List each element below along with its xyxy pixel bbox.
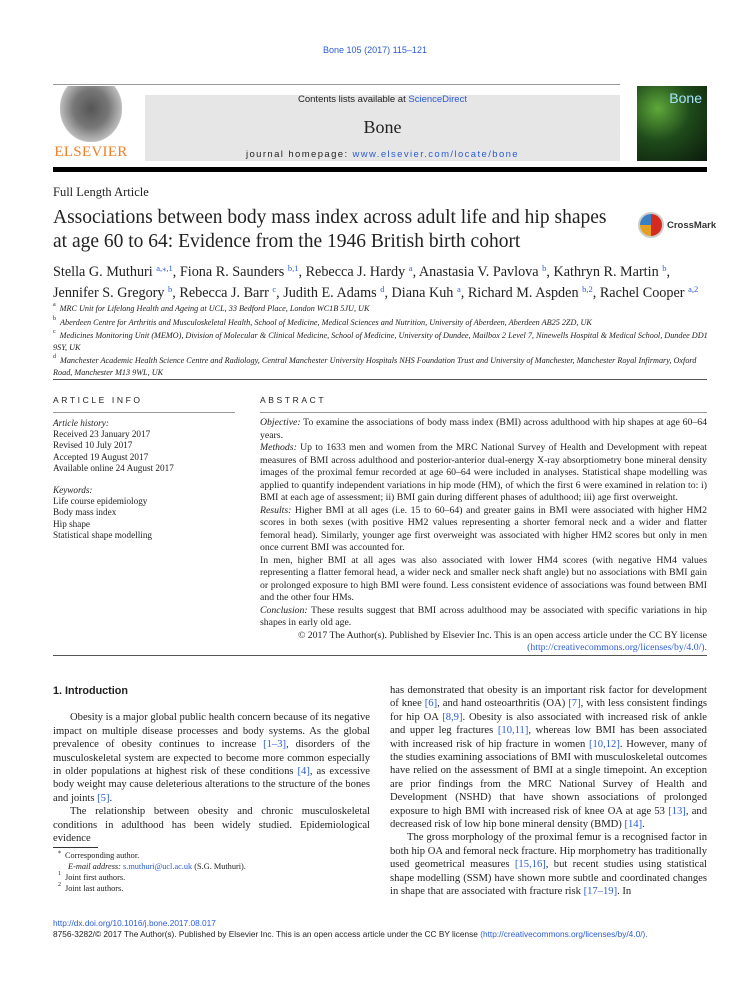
cover-title: Bone	[669, 90, 702, 106]
author-name: Rebecca J. Barr	[179, 284, 269, 301]
label: E-mail address:	[68, 862, 121, 871]
citation-link[interactable]: [10,11]	[497, 725, 529, 737]
paragraph	[53, 805, 370, 845]
email-link[interactable]: s.muthuri@ucl.ac.uk	[123, 862, 193, 871]
text: . Obesity is also associated with increased risk of ankle and upper leg fractures	[390, 711, 707, 737]
footnote-email	[58, 861, 246, 872]
text: has demonstrated that obesity is an important risk factor for development of knee	[390, 685, 707, 710]
section-heading: 1. Introduction	[53, 685, 128, 697]
author-affiliation-marker[interactable]: a	[408, 263, 413, 273]
paragraph	[390, 684, 707, 831]
text: , as excessive body weight may cause deleterious alterations to the structure of the bones and joints	[53, 766, 370, 804]
citation-link[interactable]: [7]	[568, 698, 581, 710]
citation-link[interactable]: [13]	[668, 805, 686, 817]
journal-citation-link[interactable]: Bone 105 (2017) 115–121	[323, 45, 427, 55]
text: The gross morphology of the proximal femur is a recognised factor in both hip OA and femoral neck fracture. Hip morphometry has traditionally used geometrical measures	[390, 832, 707, 871]
journal-name: Bone	[363, 117, 402, 137]
author-list: Stella G. Muthuri $^{a,⁎,1}$, Fiona R. Saunders $^{b,1}$, Rebecca J. Hardy $^a$, Anastasia V. Pavlova $^b$, Kathryn R. Martin $^b$, Jennifer S. Gregory $^b$, Rebecca J. Barr $^c$, Judith E. Adams $^d$, Diana Kuh $^a$, Richard M. Aspden $^{b,2}$, Rachel Cooper $^{a,2}$	[53, 263, 699, 301]
article-info-heading: ARTICLE INFO	[53, 395, 143, 405]
author[interactable]	[468, 285, 593, 301]
paragraph	[390, 831, 707, 898]
affiliation	[53, 303, 713, 315]
homepage-line	[145, 149, 620, 160]
abstract-heading: ABSTRACT	[260, 395, 327, 405]
affiliation	[53, 317, 713, 329]
author-affiliation-marker[interactable]: b	[542, 263, 547, 273]
text: Corresponding author.	[65, 851, 140, 860]
license-link[interactable]: (http://creativecommons.org/licenses/by/4.0/).	[480, 929, 648, 939]
article-info	[53, 418, 235, 541]
sciencedirect-link[interactable]: ScienceDirect	[408, 94, 467, 105]
footer	[53, 918, 648, 940]
crossmark-icon	[638, 212, 664, 238]
text: .	[109, 792, 113, 804]
keyword: Life course epidemiology	[53, 496, 148, 507]
text: , and hand osteoarthritis (OA)	[437, 698, 569, 710]
abstract-results	[260, 505, 707, 555]
affiliation-key: a	[53, 302, 56, 308]
text: , disorders of the musculoskeletal system are expected to become more common especially in older populations at highest risk of these conditions	[53, 739, 370, 778]
author-name: Judith E. Adams	[283, 284, 377, 301]
text: The relationship between obesity and chronic musculoskeletal conditions in adulthood has been widely studied. Epidemiological evidence	[53, 806, 370, 845]
issn-text: 8756-3282/© 2017 The Author(s). Published by Elsevier Inc. This is an open access article under the CC BY license	[53, 929, 481, 939]
text: These results suggest that BMI across adulthood may be associated with specific variations in hip shapes in early old age.	[260, 604, 707, 628]
citation-link[interactable]: [4]	[297, 766, 310, 778]
intro-column-right	[390, 684, 707, 899]
contents-line	[145, 94, 620, 105]
contents-label: Contents lists available at	[298, 94, 409, 105]
doi-link[interactable]: http://dx.doi.org/10.1016/j.bone.2017.08.017	[53, 918, 216, 928]
divider	[53, 84, 620, 85]
abstract-results-2: In men, higher BMI at all ages was also associated with lower HM4 scores (with negative HM4 values representing a flatter femoral head, a wider neck and smaller neck shaft angle) but no associations with BMI gain or prolonged exposure to high BMI were found. Less consistent evidence of associations was found between BMI and the other four HMs.	[260, 554, 707, 603]
author-affiliation-marker[interactable]: b,2	[582, 283, 593, 294]
author-affiliation-marker[interactable]: a,2	[688, 283, 699, 294]
divider	[53, 655, 707, 656]
author[interactable]	[553, 264, 666, 280]
author-name: Jennifer S. Gregory	[53, 284, 165, 301]
citation-link[interactable]: [5]	[97, 792, 110, 804]
text: Obesity is a major global public health concern because of its negative impact on multiple disease processes and body systems. As the global prevalence of obesity continues to increase	[53, 712, 370, 751]
citation-link[interactable]: [17–19]	[583, 886, 618, 898]
author-affiliation-marker[interactable]: c	[272, 283, 277, 294]
keywords-label: Keywords:	[53, 485, 93, 496]
divider	[260, 412, 707, 413]
text: , and decreased risk of low hip bone mineral density (BMD)	[390, 805, 707, 831]
author-name: Fiona R. Saunders	[179, 264, 285, 280]
keyword: Body mass index	[53, 507, 117, 518]
intro-column-left	[53, 685, 370, 845]
author[interactable]	[283, 285, 384, 301]
author-affiliation-marker[interactable]: b,1	[287, 263, 299, 273]
label: Results:	[260, 504, 292, 516]
author[interactable]	[306, 264, 413, 280]
author[interactable]	[392, 285, 461, 301]
history-item: Accepted 19 August 2017	[53, 451, 149, 462]
elsevier-logo[interactable]	[53, 86, 129, 162]
label: Methods:	[260, 442, 297, 453]
homepage-label: journal homepage:	[245, 149, 353, 160]
affiliation-key: c	[53, 329, 56, 335]
abstract-methods	[260, 442, 707, 505]
citation-link[interactable]: [10,12]	[588, 738, 620, 750]
crossmark-label: CrossMark	[667, 219, 717, 231]
text: , but recent studies using statistical shape modelling (SSM) have shown more subtle and coordinated changes in shape that are associated with fracture risk	[390, 859, 707, 898]
author-name: Diana Kuh	[391, 284, 454, 301]
history-item: Received 23 January 2017	[53, 429, 151, 440]
article-title: Associations between body mass index across adult life and hip shapes at age 60 to 64: Evidence from the 1946 British birth cohort	[53, 207, 607, 252]
footnote: ⁎ Corresponding author.	[58, 849, 140, 860]
affiliations	[53, 303, 713, 380]
affiliation-text: MRC Unit for Lifelong Health and Ageing at UCL, 33 Bedford Place, London WC1B 5JU, UK	[59, 304, 370, 313]
affiliation-text: Aberdeen Centre for Arthritis and Musculoskeletal Health, School of Medicine, Medical Sciences and Nutrition, University of Aberdeen, Aberdeen AB25 2ZD, UK	[60, 317, 592, 327]
text: Higher BMI at all ages (i.e. 15 to 60–64) and greater gains in BMI were associated with higher HM2 scores in both sexes (with positive HM2 values representing a shorter femoral neck and a wider and flatter femoral head). Similarly, younger age first overweight was associated with higher HM2 scores but only in men once current BMI was accounted for.	[260, 504, 707, 553]
paragraph	[53, 711, 370, 805]
affiliation-text: Medicines Monitoring Unit (MEMO), Division of Molecular & Clinical Medicine, School of Medicine, University of Dundee, Mailbox 2 Level 7, Ninewells Hospital & Medical School, Dundee DD1 9SY, UK	[53, 331, 708, 352]
footnote-rule	[53, 847, 98, 848]
footnote: $^2$ Joint last authors.	[58, 882, 124, 893]
text: Up to 1633 men and women from the MRC National Survey of Health and Development with repeat measures of BMI across adulthood and posterior-anterior dual-energy X-ray absorptiometry bone mineral density images of the proximal femur recorded at age 60–64 were included in analyses. Statistical shape modelling was applied to quantify independent variations in hip mode (HM), of which the first 6 were examined in relation to: i) BMI at each age of assessment; ii) BMI gain during different phases of adulthood; iii) age first overweight.	[260, 442, 707, 503]
affiliation	[53, 330, 713, 353]
license-link[interactable]: (http://creativecommons.org/licenses/by/4.0/).	[527, 642, 707, 653]
history-label: Article history:	[53, 418, 109, 428]
author[interactable]	[53, 285, 172, 301]
text: , with less consistent findings for hip OA	[390, 698, 707, 723]
text: Joint last authors.	[65, 884, 124, 893]
text: . However, many of the studies examining associations of BMI with musculoskeletal outcomes have relied on the assessment of BMI at a single timepoint. An exception are prior findings from the MRC National Survey of Health and Development (NSHD) that have shown associations of prolonged exposure to high BMI with increased risk of knee OA at age 53	[390, 738, 707, 817]
author[interactable]	[179, 285, 276, 301]
author-name: Anastasia V. Pavlova	[418, 264, 539, 280]
affiliation-text: Manchester Academic Health Science Centre and Radiology, Central Manchester University Hospitals NHS Foundation Trust and University of Manchester, Manchester Royal Infirmary, Oxford Road, Manchester M13 9WL, UK	[53, 356, 697, 377]
abstract-copyright: © 2017 The Author(s). Published by Elsevier Inc. This is an open access article under the CC BY license	[297, 629, 707, 641]
crossmark-button[interactable]	[638, 212, 716, 238]
author-name: Kathryn R. Martin	[553, 264, 659, 280]
elsevier-wordmark: ELSEVIER	[54, 144, 128, 160]
text: Joint first authors.	[65, 873, 126, 882]
journal-header	[145, 95, 620, 161]
affiliation-key: b	[53, 315, 56, 322]
header-bar	[53, 167, 707, 172]
author-name: Rebecca J. Hardy	[305, 264, 406, 280]
journal-cover-image[interactable]	[637, 86, 707, 161]
citation-link[interactable]: [1–3]	[263, 739, 287, 751]
author-name: Rachel Cooper	[599, 284, 685, 301]
article-type: Full Length Article	[53, 185, 149, 199]
author-affiliation-marker[interactable]: d	[380, 283, 385, 294]
author[interactable]	[180, 264, 299, 280]
label: Objective:	[260, 417, 301, 428]
author-name: Stella G. Muthuri	[53, 264, 153, 280]
divider	[53, 412, 235, 413]
author-affiliation-marker[interactable]: a	[456, 283, 461, 294]
citation-link[interactable]: [14]	[624, 819, 643, 831]
text: . In	[617, 886, 632, 898]
label: Conclusion:	[260, 604, 308, 616]
author-name: Richard M. Aspden	[467, 284, 579, 301]
affiliation-key: d	[53, 354, 56, 360]
abstract-body	[260, 417, 707, 655]
history-item: Available online 24 August 2017	[53, 462, 174, 473]
abstract-conclusion	[260, 605, 707, 630]
author-affiliation-marker[interactable]: b	[662, 263, 667, 273]
author[interactable]	[600, 285, 698, 301]
author[interactable]	[53, 264, 173, 280]
text: To examine the associations of body mass index (BMI) across adulthood with hip shapes at age 60–64 years.	[260, 417, 707, 441]
elsevier-tree-icon	[60, 86, 122, 142]
footnotes	[58, 850, 246, 894]
keyword: Statistical shape modelling	[53, 529, 153, 540]
footnote: $^1$ Joint first authors.	[58, 871, 126, 882]
text: (S.G. Muthuri).	[192, 862, 246, 871]
divider	[53, 379, 707, 380]
text: , whereas low BMI has been associated with increased risk of hip fracture in women	[390, 725, 707, 750]
keyword: Hip shape	[53, 518, 90, 529]
abstract-objective	[260, 417, 707, 442]
author-affiliation-marker[interactable]: b	[168, 283, 173, 294]
citation-link[interactable]: [8,9]	[442, 711, 463, 723]
author[interactable]	[419, 264, 546, 280]
homepage-link[interactable]: www.elsevier.com/locate/bone	[352, 149, 519, 160]
citation-link[interactable]: [15,16]	[514, 859, 546, 871]
affiliation	[53, 355, 713, 378]
text: .	[642, 819, 645, 831]
author-affiliation-marker[interactable]: a,⁎,1	[156, 263, 173, 273]
license-line	[260, 642, 707, 655]
citation-link[interactable]: [6]	[424, 698, 438, 710]
history-item: Revised 10 July 2017	[53, 440, 133, 451]
